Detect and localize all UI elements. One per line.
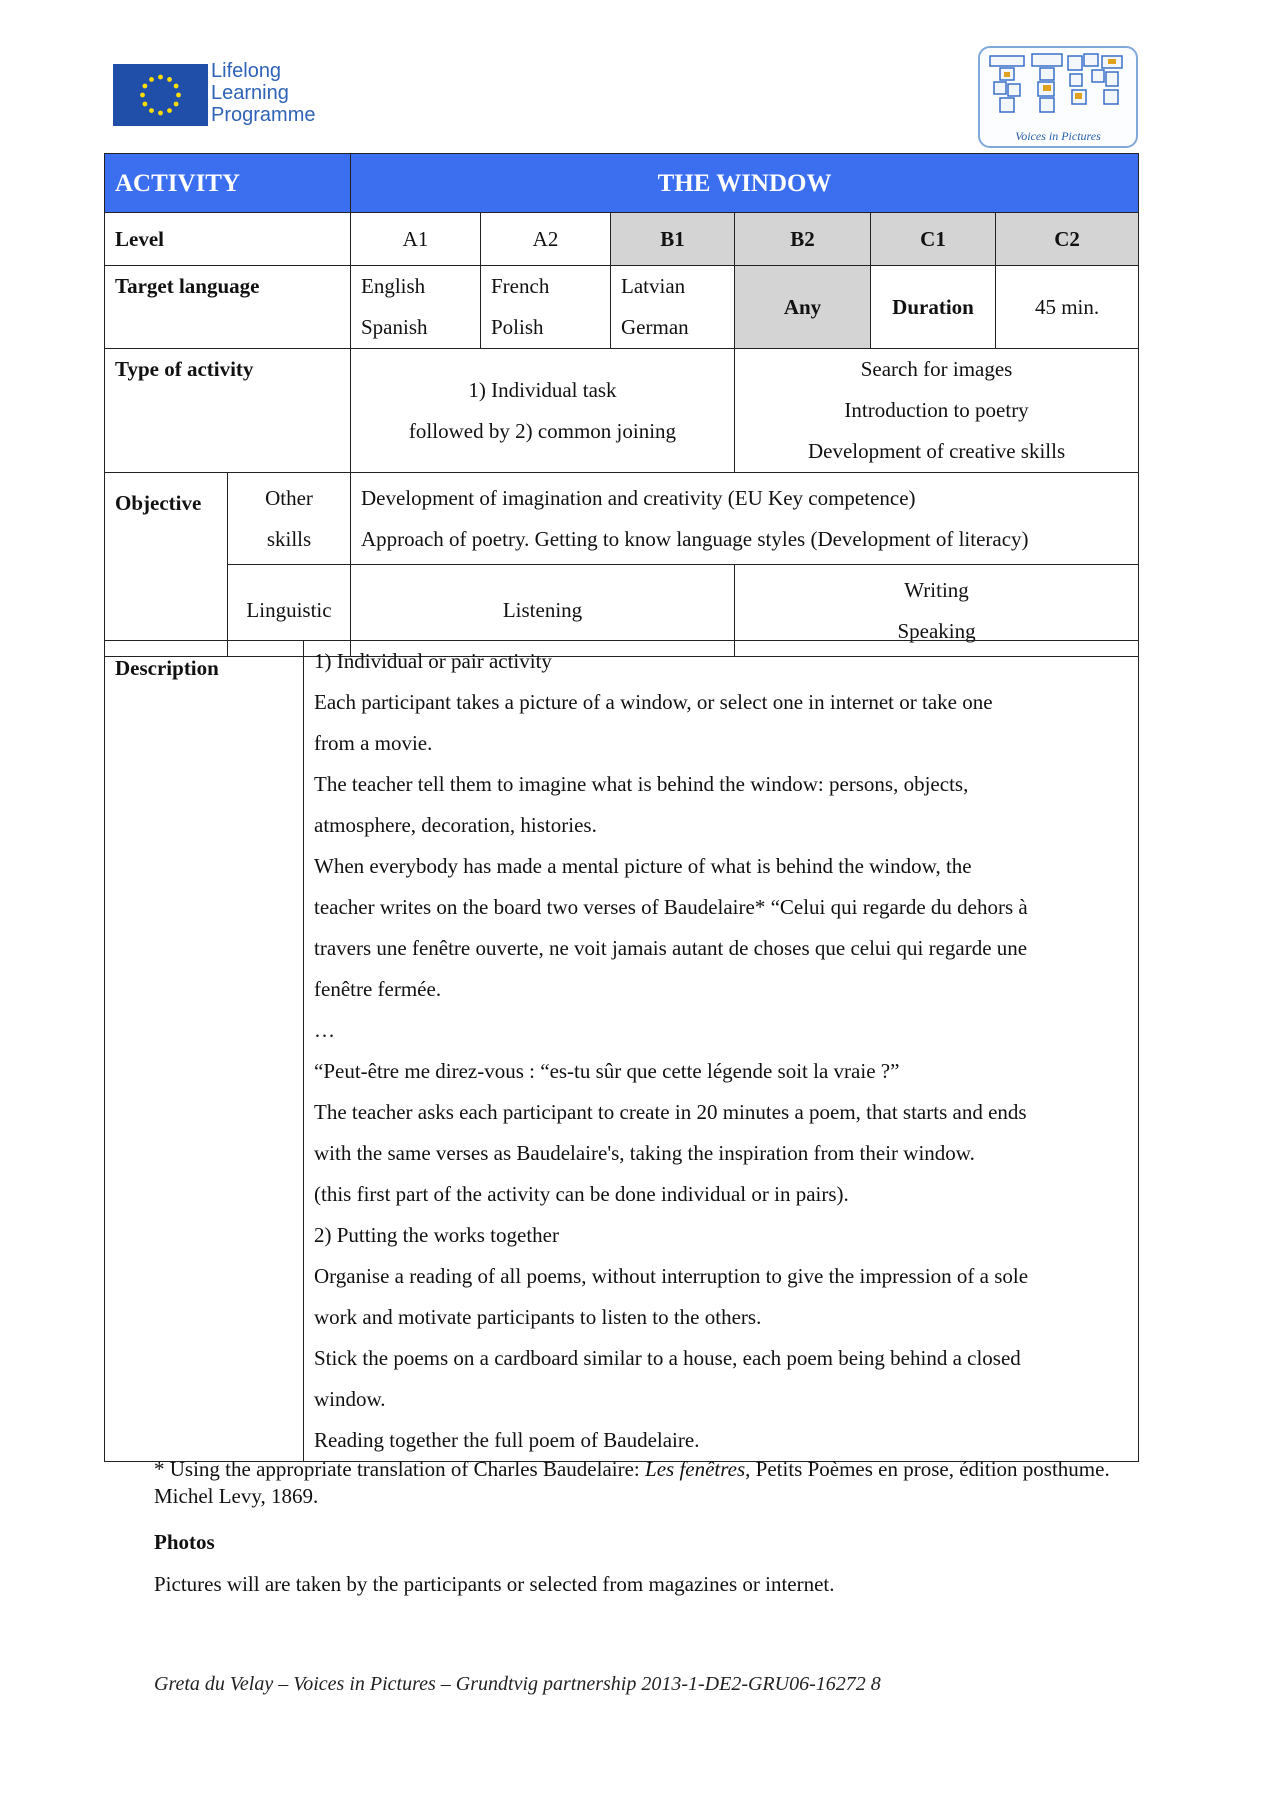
description-line: 1) Individual or pair activity (314, 649, 552, 673)
page-footer: Greta du Velay – Voices in Pictures – Grundtvig partnership 2013-1-DE2-GRU06-16272 8 (154, 1673, 881, 1695)
footnote (154, 1456, 1134, 1510)
activity-skill-1: Search for images (860, 357, 1013, 381)
level-b1: B1 (611, 213, 735, 266)
description-label: Description (105, 641, 304, 1462)
other-skill-line-2: Approach of poetry. Getting to know language styles (Development of literacy) (361, 526, 1029, 551)
description-line: atmosphere, decoration, histories. (314, 813, 597, 837)
vip-caption: Voices in Pictures (1015, 129, 1101, 143)
photos-title: Photos (154, 1530, 215, 1554)
header-row (105, 154, 1139, 213)
description-line: (this first part of the activity can be done individual or in pairs). (314, 1182, 849, 1206)
objective-other-row (105, 473, 1139, 565)
picture-collage-icon (980, 48, 1136, 126)
linguistic-label: Linguistic (228, 565, 351, 657)
level-c2: C2 (996, 213, 1139, 266)
duration-value: 45 min. (996, 266, 1139, 349)
other-skill-line-1: Development of imagination and creativity (EU Key competence) (361, 485, 916, 510)
other-label-line-1: Other (265, 485, 313, 510)
description-line: travers une fenêtre ouverte, ne voit jamais autant de choses que celui qui regarde une (314, 936, 1028, 960)
linguistic-speaking: Speaking (897, 618, 976, 643)
description-line: The teacher tell them to imagine what is behind the window: persons, objects, (314, 772, 969, 796)
language-any: Any (735, 266, 871, 349)
description-line: Stick the poems on a cardboard similar to a house, each poem being behind a closed (314, 1346, 1021, 1370)
description-line: window. (314, 1387, 386, 1411)
language-polish: Polish (491, 315, 544, 339)
description-line: Reading together the full poem of Baudelaire. (314, 1428, 700, 1452)
description-line: The teacher asks each participant to create in 20 minutes a poem, that starts and ends (314, 1100, 1027, 1124)
llp-wordmark (211, 60, 315, 126)
description-row (105, 641, 1139, 1462)
objective-label: Objective (105, 473, 228, 657)
description-line: “Peut-être me direz-vous : “es-tu sûr que cette légende soit la vraie ?” (314, 1059, 900, 1083)
activity-skill-3: Development of creative skills (807, 439, 1066, 463)
description-line: with the same verses as Baudelaire's, taking the inspiration from their window. (314, 1141, 975, 1165)
target-language-row (105, 266, 1139, 349)
description-line: Organise a reading of all poems, without interruption to give the impression of a sole (314, 1264, 1029, 1288)
other-skills-label (228, 473, 351, 565)
level-label: Level (105, 213, 351, 266)
level-a2: A2 (481, 213, 611, 266)
description-line: When everybody has made a mental picture of what is behind the window, the (314, 854, 972, 878)
language-english: English (361, 274, 426, 298)
target-language-label: Target language (105, 266, 351, 349)
type-of-activity-row (105, 349, 1139, 473)
description-line: … (314, 1018, 335, 1042)
llp-line-3: Programme (211, 104, 316, 126)
description-line: Each participant takes a picture of a window, or select one in internet or take one (314, 690, 993, 714)
language-col-2 (481, 266, 611, 349)
language-latvian: Latvian (621, 274, 686, 298)
other-skills-text (351, 473, 1139, 565)
activity-label: ACTIVITY (105, 154, 351, 213)
type-of-activity-right (735, 349, 1139, 473)
duration-label: Duration (871, 266, 996, 349)
level-a1: A1 (351, 213, 481, 266)
description-body (304, 641, 1139, 1462)
footnote-title: Les fenêtres (645, 1457, 746, 1481)
language-col-3 (611, 266, 735, 349)
linguistic-listening: Listening (351, 565, 735, 657)
description-line: fenêtre fermée. (314, 977, 442, 1001)
lifelong-learning-logo (113, 60, 343, 132)
eu-flag-icon (113, 64, 208, 126)
description-line: work and motivate participants to listen to the others. (314, 1305, 762, 1329)
activity-type-line-2: followed by 2) common joining (408, 418, 677, 443)
activity-title: THE WINDOW (351, 154, 1139, 213)
level-c1: C1 (871, 213, 996, 266)
description-line: from a movie. (314, 731, 433, 755)
type-of-activity-label: Type of activity (105, 349, 351, 473)
llp-line-2: Learning (211, 82, 289, 104)
level-row (105, 213, 1139, 266)
activity-type-line-1: 1) Individual task (468, 377, 617, 402)
activity-skill-2: Introduction to poetry (844, 398, 1029, 422)
language-german: German (621, 315, 689, 339)
other-label-line-2: skills (266, 526, 312, 551)
description-line: teacher writes on the board two verses of Baudelaire* “Celui qui regarde du dehors à (314, 895, 1028, 919)
language-spanish: Spanish (361, 315, 428, 339)
description-table (104, 640, 1139, 1462)
type-of-activity-middle (351, 349, 735, 473)
activity-table (104, 153, 1139, 657)
description-line: 2) Putting the works together (314, 1223, 559, 1247)
photos-text: Pictures will are taken by the participants or selected from magazines or internet. (154, 1572, 835, 1596)
linguistic-writing: Writing (904, 577, 969, 602)
voices-in-pictures-logo (978, 46, 1138, 148)
footnote-before: * Using the appropriate translation of Charles Baudelaire: (154, 1457, 646, 1481)
language-french: French (491, 274, 550, 298)
eu-stars-icon (113, 64, 208, 126)
language-col-1 (351, 266, 481, 349)
level-b2: B2 (735, 213, 871, 266)
footnote-after: , Petits Poèmes en prose, édition posthume. Michel Levy, 1869. (154, 1457, 1110, 1508)
llp-line-1: Lifelong (211, 60, 282, 82)
